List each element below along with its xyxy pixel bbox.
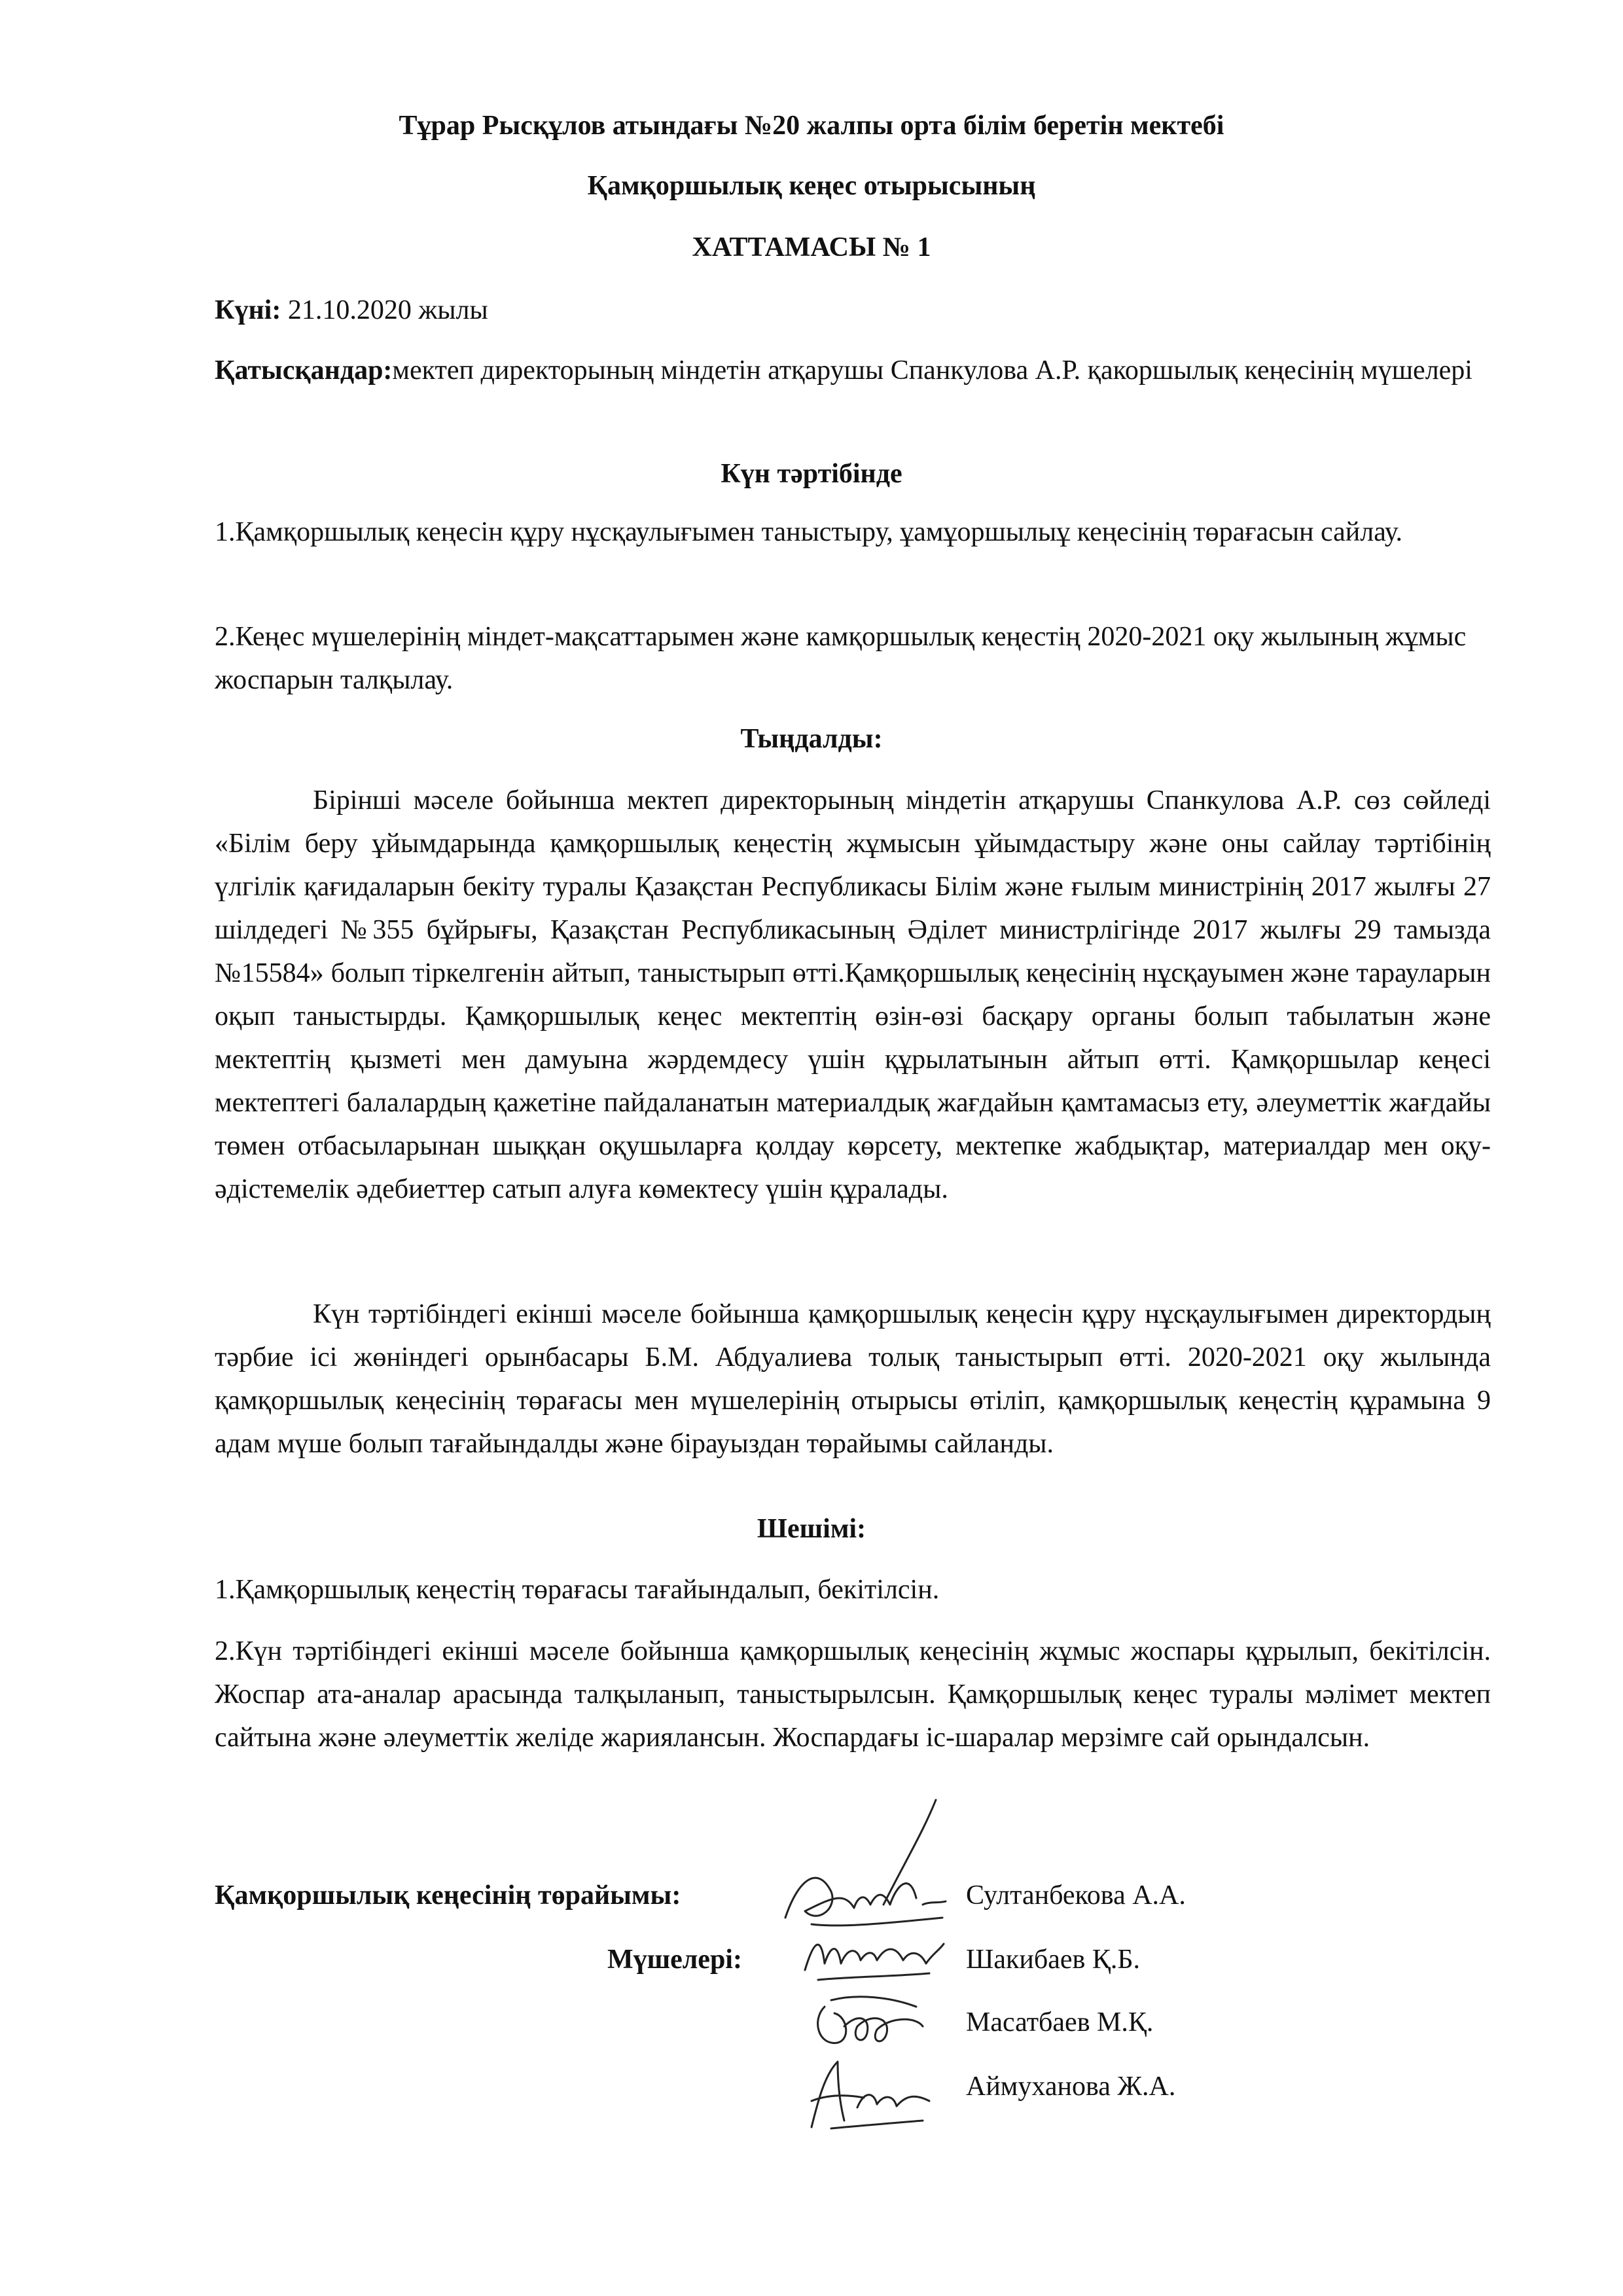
member-name-2: Масатбаев М.Қ. bbox=[966, 2007, 1154, 2037]
member-signature-1 bbox=[798, 1924, 949, 1990]
agenda-title: Күн тәртібінде bbox=[721, 459, 902, 489]
member-signature-2 bbox=[805, 1987, 936, 2059]
council-heading: Қамқоршылық кеңес отырысының bbox=[587, 171, 1036, 201]
chair-label: Қамқоршылық кеңесінің төрайымы: bbox=[215, 1880, 681, 1910]
chair-name: Султанбекова А.А. bbox=[966, 1880, 1186, 1910]
date-label: Күні: bbox=[215, 295, 281, 325]
member-name-3: Аймуханова Ж.А. bbox=[966, 2072, 1176, 2102]
agenda-item-2: 2.Кеңес мүшелерінің міндет-мақсаттарымен және камқоршылық кеңестің 2020-2021 оқу жылының жұмыс жоспарын талқылау. bbox=[215, 622, 1467, 695]
heard-paragraph-1: Бірінші мәселе бойынша мектеп директорының міндетін атқарушы Спанкулова А.Р. сөз сөйледі «Білім беру ұйымдарында қамқоршылық кеңестің жұмысын ұйымдастыру және оны сайлау тәртібінің үлгілік қағидаларын бекіту туралы Қазақстан Республикасы Білім және ғылым министрінің 2017 жылғы 27 шілдедегі №355 бұйрығы, Қазақстан Республикасының Әділет министрлігінде 2017 жылғы 29 тамызда №15584» болып тіркелгенін айтып, таныстырып өтті.Қамқоршылық кеңесінің нұсқауымен және тарауларын оқып таныстырды. Қамқоршылық кеңес мектептің өзін-өзі басқару органы болып табылатын және мектептің қызметі мен дамуына жәрдемдесу үшін құрылатынын айтып өтті. Қамқоршылар кеңесі мектептегі балалардың қажетіне пайдаланатын материалдық жағдайын қамтамасыз ету, әлеуметтік жағдайы төмен отбасыларынан шыққан оқушыларға қолдау көрсету, мектепке жабдықтар, материалдар мен оқу-әдістемелік әдебиеттер сатып алуға көмектесу үшін құралады. bbox=[215, 785, 1491, 1204]
agenda-item-1: 1.Қамқоршылық кеңесін құру нұсқаулығымен таныстыру, ұамұоршылыұ кеңесінің төрағасын сайлау. bbox=[215, 517, 1403, 547]
decision-item-2: 2.Күн тәртібіндегі екінші мәселе бойынша қамқоршылық кеңесінің жұмыс жоспары құрылып, бекітілсін. Жоспар ата-аналар арасында талқыланып, таныстырылсын. Қамқоршылық кеңес туралы мәлімет мектеп сайтына және әлеуметтік желіде жариялансын. Жоспардағы іс-шаралар мерзімге сай орындалсын. bbox=[215, 1636, 1491, 1753]
school-name: Тұрар Рысқұлов атындағы №20 жалпы орта білім беретін мектебі bbox=[399, 111, 1224, 141]
date-value: 21.10.2020 жылы bbox=[281, 295, 488, 325]
protocol-number: ХАТТАМАСЫ № 1 bbox=[692, 232, 931, 262]
chair-signature bbox=[772, 1793, 969, 1944]
meeting-date bbox=[215, 293, 488, 327]
decision-title: Шешімі: bbox=[757, 1514, 866, 1544]
heard-title: Тыңдалды: bbox=[740, 724, 883, 754]
participants-value: мектеп директорының міндетін атқарушы Спанкулова А.Р. қакоршылық кеңесінің мүшелері bbox=[392, 355, 1472, 386]
participants-label: Қатысқандар: bbox=[215, 355, 393, 386]
heard-paragraph-2: Күн тәртібіндегі екінші мәселе бойынша қамқоршылық кеңесін құру нұсқаулығымен директордың тәрбие ісі жөніндегі орынбасары Б.М. Абдуалиева толық таныстырып өтті. 2020-2021 оқу жылында қамқоршылық кеңесінің төрағасы мен мүшелерінің отырысы өтіліп, қамқоршылық кеңестің құрамына 9 адам мүше болып тағайындалды және бірауыздан төрайымы сайланды. bbox=[215, 1299, 1491, 1459]
member-signature-3 bbox=[798, 2055, 942, 2134]
members-label: Мүшелері: bbox=[607, 1945, 742, 1975]
participants bbox=[215, 349, 1491, 392]
decision-item-1: 1.Қамқоршылық кеңестің төрағасы тағайындалып, бекітілсін. bbox=[215, 1575, 940, 1605]
member-name-1: Шакибаев Қ.Б. bbox=[966, 1945, 1141, 1975]
